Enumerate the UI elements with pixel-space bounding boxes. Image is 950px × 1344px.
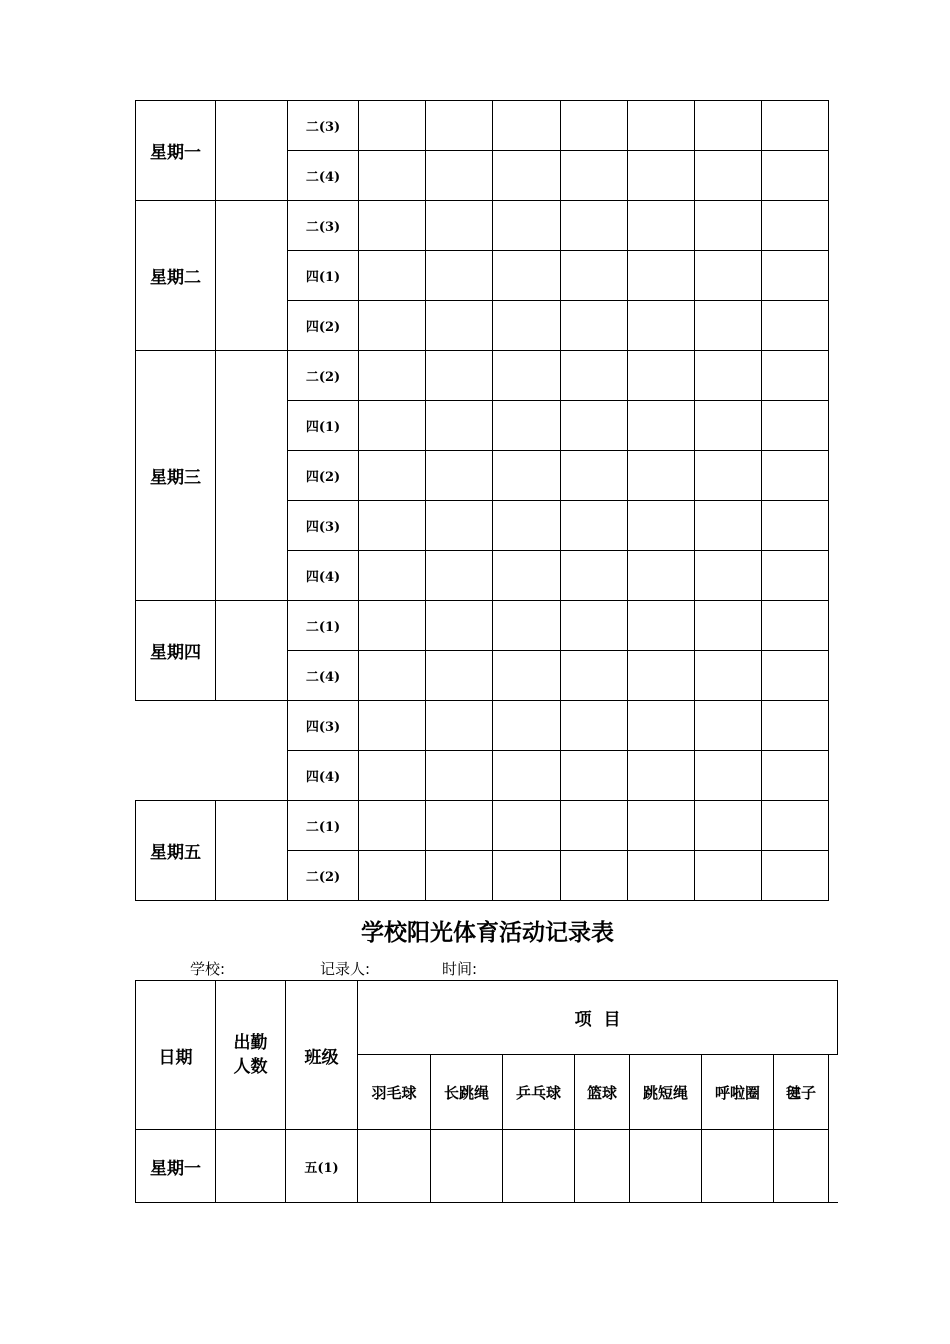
day-label: 星期四 [136, 601, 216, 701]
table-row [136, 351, 829, 401]
item-ping-pong: 乒乓球 [503, 1055, 575, 1130]
header-row [136, 981, 838, 1055]
class-label: 五(1) [286, 1130, 358, 1203]
attendance-cell [216, 1130, 286, 1203]
item-hula-hoop: 呼啦圈 [702, 1055, 774, 1130]
header-project: 项 目 [358, 981, 838, 1055]
attendance-cell [216, 351, 288, 601]
item-short-rope: 跳短绳 [630, 1055, 702, 1130]
class-label: 二(4) [288, 651, 359, 701]
item-shuttlecock: 毽子 [774, 1055, 829, 1130]
attendance-cell [216, 101, 288, 201]
day-label: 星期五 [136, 801, 216, 901]
header-attendance: 出勤人数 [216, 981, 286, 1130]
class-label: 二(2) [288, 851, 359, 901]
item-long-rope: 长跳绳 [431, 1055, 503, 1130]
blank-cell [136, 701, 288, 801]
page-title: 学校阳光体育活动记录表 [361, 920, 614, 946]
item-basketball: 篮球 [575, 1055, 630, 1130]
table-row [136, 101, 829, 151]
school-label: 学校: [190, 960, 226, 978]
table-row [136, 601, 829, 651]
table-row [136, 701, 829, 751]
class-label: 四(1) [288, 251, 359, 301]
day-label: 星期三 [136, 351, 216, 601]
attendance-cell [216, 201, 288, 351]
class-label: 四(3) [288, 501, 359, 551]
class-label: 四(2) [288, 451, 359, 501]
class-label: 四(3) [288, 701, 359, 751]
attendance-cell [216, 601, 288, 701]
recorder-label: 记录人: [320, 960, 371, 978]
header-date: 日期 [136, 981, 216, 1130]
attendance-cell [216, 801, 288, 901]
class-label: 四(1) [288, 401, 359, 451]
day-label: 星期二 [136, 201, 216, 351]
lower-record-table [135, 980, 838, 1203]
upper-schedule-table [135, 100, 829, 901]
class-label: 二(3) [288, 101, 359, 151]
item-badminton: 羽毛球 [358, 1055, 431, 1130]
class-label: 四(4) [288, 751, 359, 801]
class-label: 二(2) [288, 351, 359, 401]
class-label: 四(4) [288, 551, 359, 601]
class-label: 二(1) [288, 601, 359, 651]
class-label: 四(2) [288, 301, 359, 351]
time-label: 时间: [442, 960, 478, 978]
header-class: 班级 [286, 981, 358, 1130]
table-row [136, 201, 829, 251]
table-row [136, 801, 829, 851]
day-label: 星期一 [136, 101, 216, 201]
class-label: 二(4) [288, 151, 359, 201]
class-label: 二(1) [288, 801, 359, 851]
table-row [136, 1130, 838, 1203]
day-label: 星期一 [136, 1130, 216, 1203]
class-label: 二(3) [288, 201, 359, 251]
